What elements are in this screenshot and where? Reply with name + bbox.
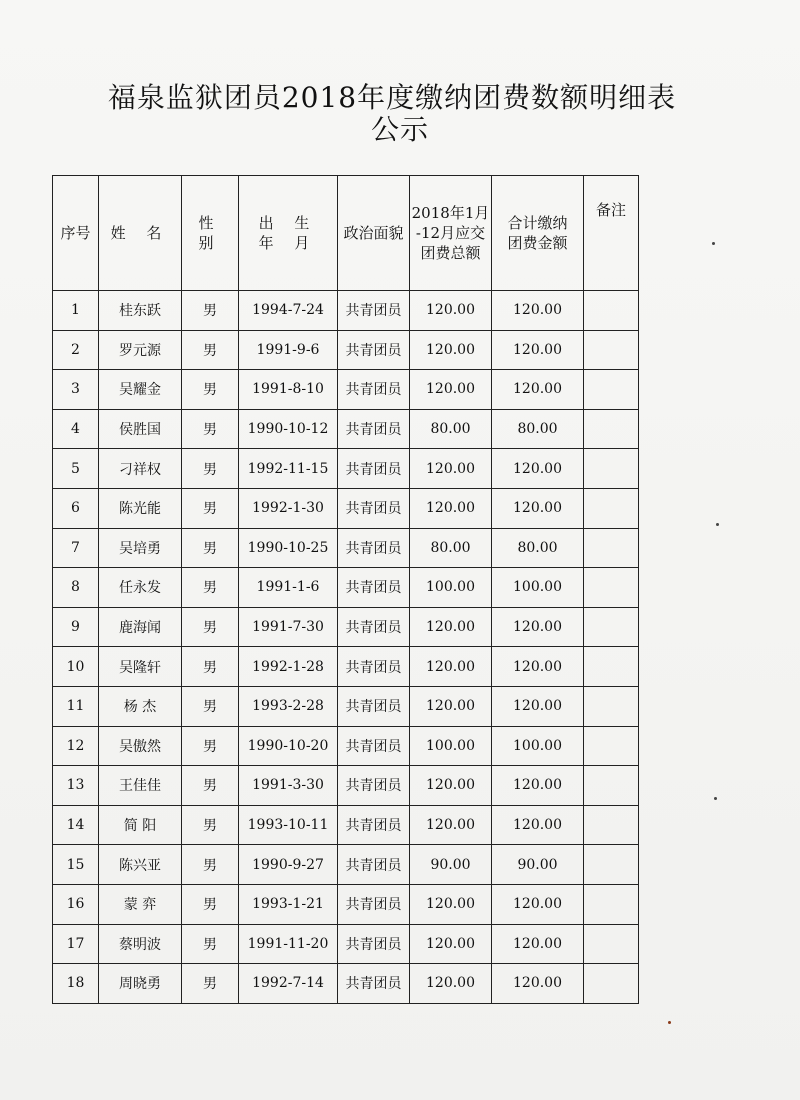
cell-name: 王佳佳 bbox=[99, 766, 182, 806]
cell-remark bbox=[584, 647, 639, 687]
cell-name: 周晓勇 bbox=[99, 964, 182, 1004]
document-title: 福泉监狱团员2018年度缴纳团费数额明细表 bbox=[107, 81, 677, 114]
cell-seq: 15 bbox=[53, 845, 99, 885]
cell-remark bbox=[584, 607, 639, 647]
cell-seq: 1 bbox=[53, 291, 99, 331]
cell-seq: 12 bbox=[53, 726, 99, 766]
table-body bbox=[53, 291, 639, 1004]
cell-politics: 共青团员 bbox=[338, 568, 410, 608]
cell-paid: 100.00 bbox=[492, 726, 584, 766]
cell-name: 吴隆轩 bbox=[99, 647, 182, 687]
cell-dues: 100.00 bbox=[410, 726, 492, 766]
table-row bbox=[53, 845, 639, 885]
cell-birth: 1992-1-30 bbox=[239, 488, 338, 528]
cell-remark bbox=[584, 766, 639, 806]
cell-politics: 共青团员 bbox=[338, 924, 410, 964]
cell-name: 蔡明波 bbox=[99, 924, 182, 964]
cell-dues: 80.00 bbox=[410, 528, 492, 568]
cell-seq: 9 bbox=[53, 607, 99, 647]
cell-seq: 10 bbox=[53, 647, 99, 687]
cell-dues: 120.00 bbox=[410, 449, 492, 489]
cell-seq: 18 bbox=[53, 964, 99, 1004]
cell-politics: 共青团员 bbox=[338, 409, 410, 449]
cell-remark bbox=[584, 291, 639, 331]
cell-birth: 1993-10-11 bbox=[239, 805, 338, 845]
cell-remark bbox=[584, 330, 639, 370]
cell-dues: 120.00 bbox=[410, 291, 492, 331]
cell-politics: 共青团员 bbox=[338, 449, 410, 489]
header-politics: 政治面貌 bbox=[338, 176, 410, 291]
cell-birth: 1992-7-14 bbox=[239, 964, 338, 1004]
cell-paid: 120.00 bbox=[492, 449, 584, 489]
cell-gender: 男 bbox=[182, 330, 239, 370]
cell-gender: 男 bbox=[182, 647, 239, 687]
cell-remark bbox=[584, 884, 639, 924]
cell-dues: 120.00 bbox=[410, 884, 492, 924]
cell-dues: 120.00 bbox=[410, 647, 492, 687]
cell-dues: 120.00 bbox=[410, 805, 492, 845]
cell-seq: 6 bbox=[53, 488, 99, 528]
cell-gender: 男 bbox=[182, 568, 239, 608]
cell-seq: 11 bbox=[53, 686, 99, 726]
cell-dues: 120.00 bbox=[410, 964, 492, 1004]
header-gender: 性 别 bbox=[182, 176, 239, 291]
table-row bbox=[53, 409, 639, 449]
cell-birth: 1990-10-12 bbox=[239, 409, 338, 449]
table-row bbox=[53, 568, 639, 608]
header-name: 姓 名 bbox=[99, 176, 182, 291]
cell-remark bbox=[584, 924, 639, 964]
cell-paid: 120.00 bbox=[492, 330, 584, 370]
cell-name: 蒙 弈 bbox=[99, 884, 182, 924]
cell-seq: 5 bbox=[53, 449, 99, 489]
cell-birth: 1990-10-25 bbox=[239, 528, 338, 568]
cell-gender: 男 bbox=[182, 449, 239, 489]
cell-paid: 120.00 bbox=[492, 607, 584, 647]
cell-remark bbox=[584, 488, 639, 528]
table-row bbox=[53, 330, 639, 370]
cell-dues: 90.00 bbox=[410, 845, 492, 885]
cell-paid: 120.00 bbox=[492, 964, 584, 1004]
table-row bbox=[53, 449, 639, 489]
cell-gender: 男 bbox=[182, 845, 239, 885]
cell-politics: 共青团员 bbox=[338, 845, 410, 885]
cell-politics: 共青团员 bbox=[338, 964, 410, 1004]
table-row bbox=[53, 370, 639, 410]
cell-paid: 120.00 bbox=[492, 488, 584, 528]
cell-politics: 共青团员 bbox=[338, 291, 410, 331]
cell-politics: 共青团员 bbox=[338, 330, 410, 370]
cell-name: 陈兴亚 bbox=[99, 845, 182, 885]
cell-gender: 男 bbox=[182, 766, 239, 806]
table-row bbox=[53, 607, 639, 647]
header-paid: 合计缴纳 团费金额 bbox=[492, 176, 584, 291]
cell-gender: 男 bbox=[182, 528, 239, 568]
cell-name: 桂东跃 bbox=[99, 291, 182, 331]
table-row bbox=[53, 924, 639, 964]
paper-speck bbox=[712, 242, 715, 245]
cell-dues: 120.00 bbox=[410, 924, 492, 964]
cell-dues: 120.00 bbox=[410, 686, 492, 726]
cell-paid: 100.00 bbox=[492, 568, 584, 608]
cell-birth: 1993-1-21 bbox=[239, 884, 338, 924]
cell-birth: 1992-11-15 bbox=[239, 449, 338, 489]
cell-paid: 80.00 bbox=[492, 528, 584, 568]
cell-politics: 共青团员 bbox=[338, 647, 410, 687]
table-row bbox=[53, 686, 639, 726]
cell-birth: 1991-1-6 bbox=[239, 568, 338, 608]
cell-gender: 男 bbox=[182, 409, 239, 449]
cell-birth: 1991-3-30 bbox=[239, 766, 338, 806]
cell-gender: 男 bbox=[182, 884, 239, 924]
cell-gender: 男 bbox=[182, 488, 239, 528]
table-row bbox=[53, 488, 639, 528]
cell-name: 吴耀金 bbox=[99, 370, 182, 410]
cell-remark bbox=[584, 964, 639, 1004]
cell-remark bbox=[584, 409, 639, 449]
cell-gender: 男 bbox=[182, 370, 239, 410]
cell-birth: 1991-9-6 bbox=[239, 330, 338, 370]
cell-seq: 13 bbox=[53, 766, 99, 806]
table-row bbox=[53, 291, 639, 331]
cell-gender: 男 bbox=[182, 686, 239, 726]
cell-paid: 120.00 bbox=[492, 884, 584, 924]
table-row bbox=[53, 964, 639, 1004]
cell-gender: 男 bbox=[182, 964, 239, 1004]
cell-seq: 16 bbox=[53, 884, 99, 924]
cell-seq: 4 bbox=[53, 409, 99, 449]
table-row bbox=[53, 884, 639, 924]
cell-seq: 7 bbox=[53, 528, 99, 568]
document-subtitle: 公示 bbox=[370, 113, 429, 146]
cell-gender: 男 bbox=[182, 805, 239, 845]
cell-remark bbox=[584, 726, 639, 766]
cell-name: 吴培勇 bbox=[99, 528, 182, 568]
cell-politics: 共青团员 bbox=[338, 805, 410, 845]
cell-paid: 120.00 bbox=[492, 766, 584, 806]
cell-birth: 1990-9-27 bbox=[239, 845, 338, 885]
cell-seq: 17 bbox=[53, 924, 99, 964]
table-row bbox=[53, 528, 639, 568]
cell-paid: 120.00 bbox=[492, 805, 584, 845]
cell-name: 刁祥权 bbox=[99, 449, 182, 489]
cell-politics: 共青团员 bbox=[338, 607, 410, 647]
cell-dues: 120.00 bbox=[410, 607, 492, 647]
cell-politics: 共青团员 bbox=[338, 726, 410, 766]
cell-dues: 100.00 bbox=[410, 568, 492, 608]
header-dues: 2018年1月 -12月应交 团费总额 bbox=[410, 176, 492, 291]
table-row bbox=[53, 726, 639, 766]
cell-dues: 120.00 bbox=[410, 766, 492, 806]
cell-remark bbox=[584, 568, 639, 608]
cell-paid: 90.00 bbox=[492, 845, 584, 885]
cell-gender: 男 bbox=[182, 607, 239, 647]
cell-gender: 男 bbox=[182, 726, 239, 766]
cell-remark bbox=[584, 528, 639, 568]
cell-dues: 80.00 bbox=[410, 409, 492, 449]
cell-dues: 120.00 bbox=[410, 370, 492, 410]
header-seq: 序号 bbox=[53, 176, 99, 291]
cell-remark bbox=[584, 449, 639, 489]
cell-paid: 80.00 bbox=[492, 409, 584, 449]
cell-birth: 1994-7-24 bbox=[239, 291, 338, 331]
cell-birth: 1991-7-30 bbox=[239, 607, 338, 647]
table-row bbox=[53, 766, 639, 806]
cell-seq: 3 bbox=[53, 370, 99, 410]
table-row bbox=[53, 647, 639, 687]
cell-dues: 120.00 bbox=[410, 488, 492, 528]
cell-dues: 120.00 bbox=[410, 330, 492, 370]
paper-speck bbox=[714, 797, 717, 800]
cell-politics: 共青团员 bbox=[338, 766, 410, 806]
cell-name: 简 阳 bbox=[99, 805, 182, 845]
table-header-row bbox=[53, 176, 639, 291]
cell-paid: 120.00 bbox=[492, 647, 584, 687]
cell-paid: 120.00 bbox=[492, 370, 584, 410]
cell-gender: 男 bbox=[182, 291, 239, 331]
paper-speck bbox=[716, 523, 719, 526]
header-remark: 备注 bbox=[584, 176, 639, 291]
cell-name: 吴傲然 bbox=[99, 726, 182, 766]
cell-remark bbox=[584, 805, 639, 845]
cell-politics: 共青团员 bbox=[338, 884, 410, 924]
cell-remark bbox=[584, 845, 639, 885]
dues-table bbox=[52, 175, 639, 1004]
cell-name: 鹿海闻 bbox=[99, 607, 182, 647]
cell-birth: 1990-10-20 bbox=[239, 726, 338, 766]
cell-politics: 共青团员 bbox=[338, 488, 410, 528]
cell-seq: 8 bbox=[53, 568, 99, 608]
cell-politics: 共青团员 bbox=[338, 370, 410, 410]
cell-remark bbox=[584, 686, 639, 726]
cell-birth: 1991-8-10 bbox=[239, 370, 338, 410]
cell-birth: 1991-11-20 bbox=[239, 924, 338, 964]
paper-speck bbox=[668, 1021, 671, 1024]
cell-birth: 1993-2-28 bbox=[239, 686, 338, 726]
table-row bbox=[53, 805, 639, 845]
cell-name: 陈光能 bbox=[99, 488, 182, 528]
cell-seq: 14 bbox=[53, 805, 99, 845]
cell-name: 侯胜国 bbox=[99, 409, 182, 449]
cell-paid: 120.00 bbox=[492, 686, 584, 726]
cell-paid: 120.00 bbox=[492, 924, 584, 964]
cell-seq: 2 bbox=[53, 330, 99, 370]
cell-name: 任永发 bbox=[99, 568, 182, 608]
cell-birth: 1992-1-28 bbox=[239, 647, 338, 687]
cell-politics: 共青团员 bbox=[338, 528, 410, 568]
cell-paid: 120.00 bbox=[492, 291, 584, 331]
cell-name: 罗元源 bbox=[99, 330, 182, 370]
cell-remark bbox=[584, 370, 639, 410]
cell-politics: 共青团员 bbox=[338, 686, 410, 726]
cell-gender: 男 bbox=[182, 924, 239, 964]
cell-name: 杨 杰 bbox=[99, 686, 182, 726]
header-birth: 出 生 年 月 bbox=[239, 176, 338, 291]
